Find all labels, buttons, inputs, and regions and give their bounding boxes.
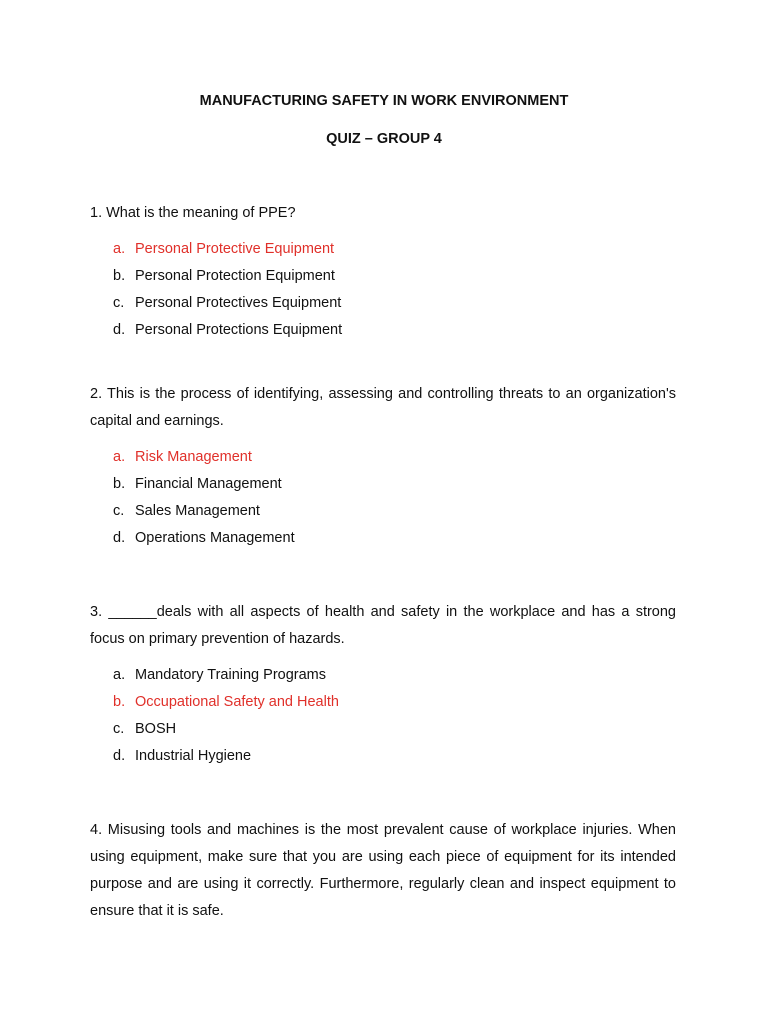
document-title: MANUFACTURING SAFETY IN WORK ENVIRONMENT xyxy=(199,93,569,109)
option-1d: d. Personal Protections Equipment xyxy=(113,322,343,338)
option-2a: a. Risk Management xyxy=(113,449,252,465)
option-1c: c. Personal Protectives Equipment xyxy=(113,295,342,311)
document-subtitle: QUIZ – GROUP 4 xyxy=(326,131,442,147)
question-2-text: 2. This is the process of identifying, assessing and controlling threats to an organization's capital and earnings. xyxy=(90,386,676,429)
option-2d: d. Operations Management xyxy=(113,530,295,546)
option-3a: a. Mandatory Training Programs xyxy=(113,667,326,683)
question-4-text: 4. Misusing tools and machines is the most prevalent cause of workplace injuries. When using equipment, make sure that you are using each piece of equipment for its intended purpose and are using it correctly. Furthermore, regularly clean and inspect equipment to ensure that it is safe. xyxy=(90,822,676,919)
option-3c: c. BOSH xyxy=(113,721,177,737)
question-3-options xyxy=(113,662,339,770)
option-1b: b. Personal Protection Equipment xyxy=(113,268,335,284)
option-1a: a. Personal Protective Equipment xyxy=(113,241,335,257)
question-1-text: 1. What is the meaning of PPE? xyxy=(90,205,296,221)
option-3b: b. Occupational Safety and Health xyxy=(113,694,339,710)
question-3-text: 3. ______deals with all aspects of health and safety in the workplace and has a strong focus on primary prevention of hazards. xyxy=(90,604,676,647)
option-2b: b. Financial Management xyxy=(113,476,282,492)
option-3d: d. Industrial Hygiene xyxy=(113,748,252,764)
question-1-options xyxy=(113,236,342,344)
question-2-options xyxy=(113,444,295,552)
option-2c: c. Sales Management xyxy=(113,503,260,519)
